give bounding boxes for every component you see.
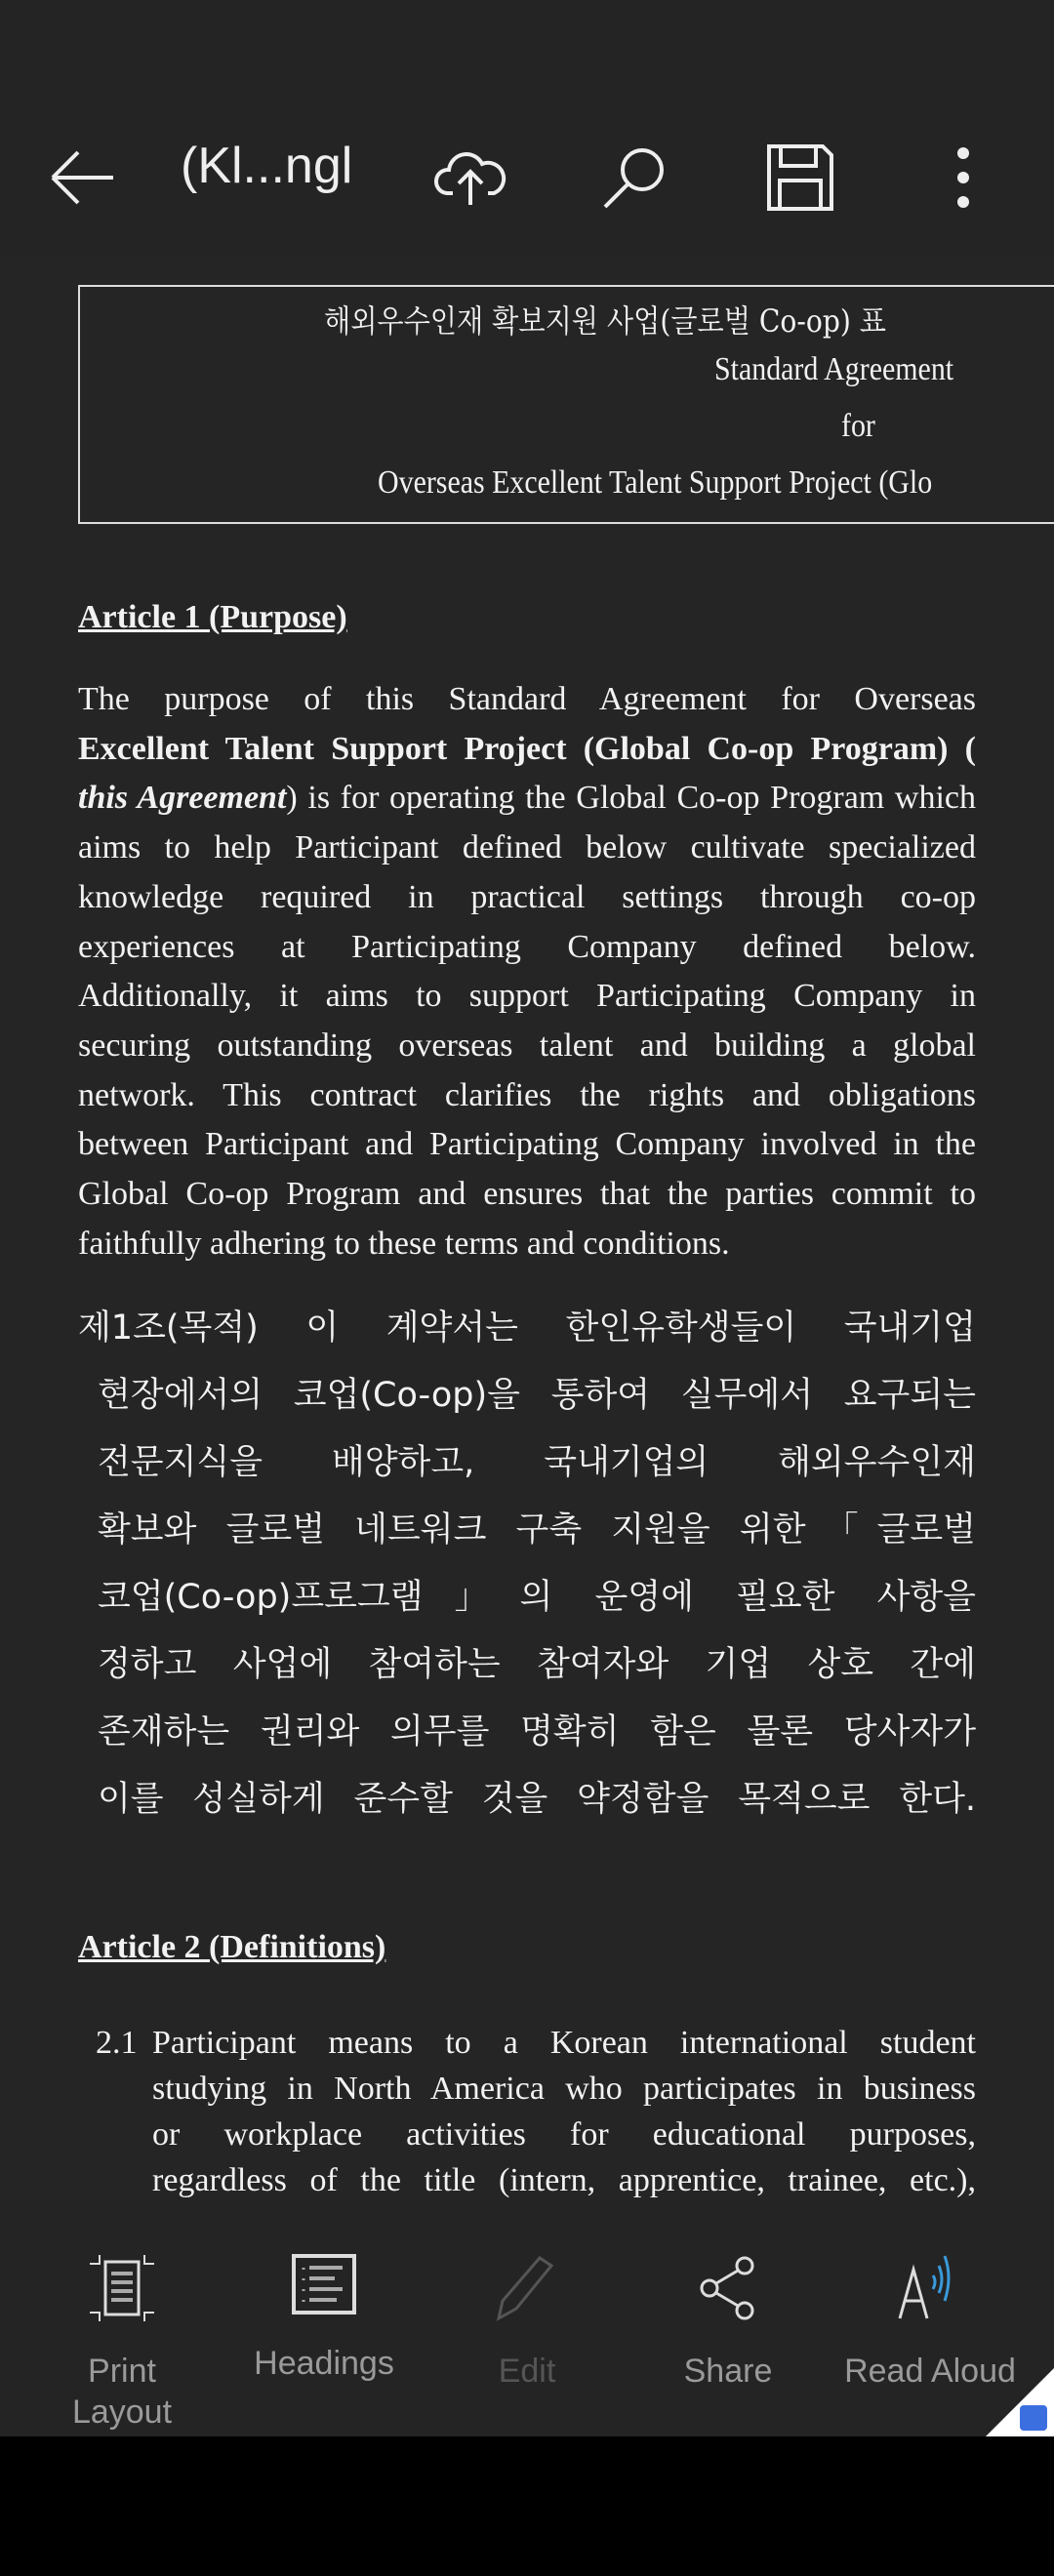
- article-1-korean-paragraph: [78, 1295, 976, 1833]
- pencil-icon: [495, 2254, 559, 2322]
- cover-title-box: [78, 285, 1054, 524]
- text-line: 2.1 Participant means to a Korean international student: [96, 2025, 976, 2061]
- cloud-upload-icon[interactable]: [431, 139, 509, 217]
- print-layout-label: Print Layout: [71, 2353, 173, 2431]
- definition-2-1: [96, 2020, 976, 2200]
- text-line: knowledge required in practical settings through co-op: [78, 878, 976, 915]
- back-arrow-icon[interactable]: [44, 139, 122, 217]
- top-toolbar: [0, 0, 1054, 256]
- more-vert-icon[interactable]: [924, 139, 1002, 217]
- share-icon: [696, 2254, 760, 2322]
- headings-button[interactable]: [226, 2200, 422, 2436]
- article-1-heading: Article 1 (Purpose): [78, 599, 347, 635]
- text-line: faithfully adhering to these terms and conditions.: [78, 1225, 730, 1262]
- text-line: securing outstanding overseas talent and building a global: [78, 1026, 976, 1064]
- text-line: 존재하는 권리와 의무를 명확히 함은 물론 당사자가: [98, 1712, 976, 1751]
- text-line: regardless of the title (intern, apprentice, trainee, etc.),: [152, 2162, 976, 2198]
- cover-for: for: [841, 408, 875, 444]
- text-line: The purpose of this Standard Agreement for Overseas: [78, 681, 976, 717]
- text-line: between Participant and Participating Company involved in the: [78, 1126, 976, 1163]
- text-line: network. This contract clarifies the rights and obligations: [78, 1076, 976, 1113]
- share-label: Share: [683, 2353, 773, 2390]
- read-aloud-icon: [896, 2254, 964, 2322]
- cover-korean-title: 해외우수인재 확보지원 사업(글로벌 Co-op) 표: [324, 302, 887, 340]
- save-icon[interactable]: [761, 139, 839, 217]
- article-2-heading: Article 2 (Definitions): [78, 1929, 386, 1965]
- text-line: experiences at Participating Company defined below.: [78, 928, 976, 965]
- edit-label: Edit: [498, 2353, 556, 2390]
- text-line: this Agreement) is for operating the Global Co-op Program which: [78, 780, 976, 817]
- text-line: 코업(Co-op)프로그램」의 운영에 필요한 사항을: [98, 1578, 976, 1617]
- text-line: 이를 성실하게 준수할 것을 약정함을 목적으로 한다.: [98, 1780, 976, 1819]
- read-aloud-label: Read Aloud: [844, 2353, 1016, 2390]
- briefcase-icon[interactable]: [1020, 2405, 1047, 2431]
- text-line: or workplace activities for educational purposes,: [152, 2116, 976, 2153]
- text-line: 제1조(목적) 이 계약서는 한인유학생들이 국내기업: [78, 1308, 976, 1348]
- search-icon[interactable]: [595, 139, 673, 217]
- text-line: 현장에서의 코업(Co-op)을 통하여 실무에서 요구되는: [98, 1376, 976, 1415]
- text-line: aims to help Participant defined below cultivate specialized: [78, 829, 976, 866]
- document-view[interactable]: [0, 256, 1054, 2200]
- document-title[interactable]: (Kl...ngl: [181, 138, 353, 194]
- text-line: Excellent Talent Support Project (Global Co-op Program) (: [78, 730, 976, 767]
- text-line: Additionally, it aims to support Participating Company in: [78, 978, 976, 1015]
- cover-subtitle: Overseas Excellent Talent Support Project (Glo: [378, 464, 933, 501]
- cover-title: Standard Agreement: [714, 351, 954, 387]
- print-layout-button[interactable]: [24, 2200, 220, 2436]
- bottom-action-bar: [0, 2200, 1054, 2436]
- text-line: 전문지식을 배양하고, 국내기업의 해외우수인재: [98, 1443, 976, 1482]
- text-line: 정하고 사업에 참여하는 참여자와 기업 상호 간에: [98, 1645, 976, 1684]
- text-line: studying in North America who participates in business: [152, 2071, 976, 2107]
- edit-button[interactable]: [429, 2200, 625, 2436]
- headings-label: Headings: [254, 2345, 394, 2382]
- text-line: 확보와 글로벌 네트워크 구축 지원을 위한「글로벌: [98, 1510, 976, 1550]
- print-layout-icon: [88, 2254, 156, 2322]
- share-button[interactable]: [630, 2200, 826, 2436]
- text-line: Global Co-op Program and ensures that the parties commit to: [78, 1176, 976, 1213]
- article-1-paragraph: [78, 675, 976, 1268]
- headings-icon: [292, 2254, 356, 2314]
